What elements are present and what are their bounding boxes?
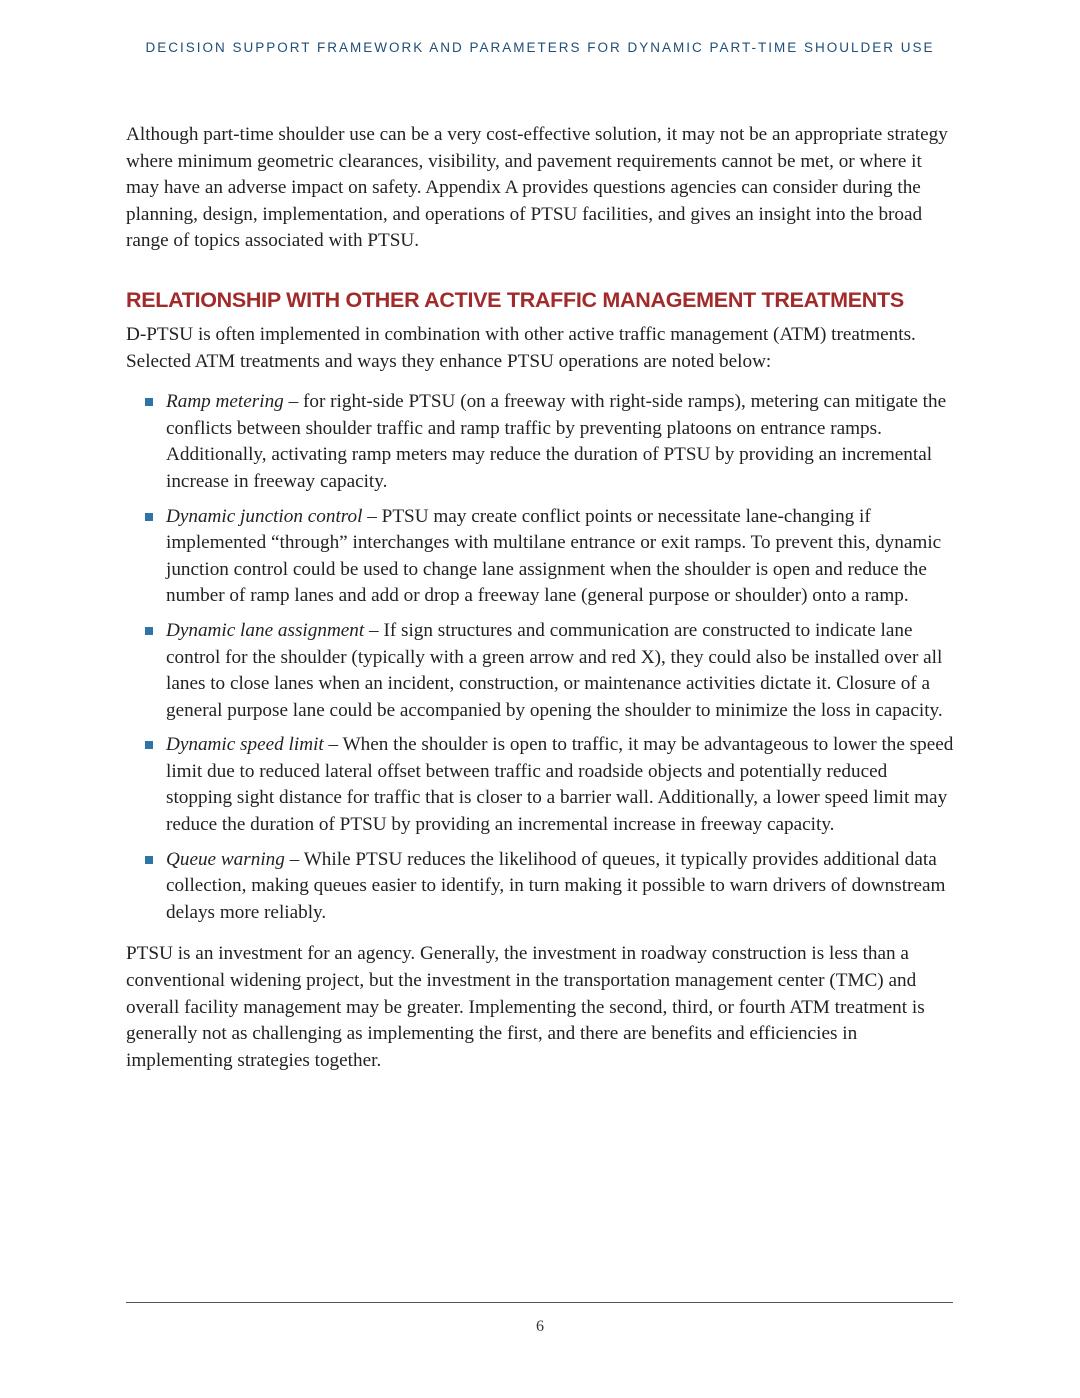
list-item-term: Dynamic junction control [166,505,363,527]
square-bullet-icon [145,513,153,521]
list-item-term: Ramp metering [166,391,284,413]
list-item-text: – While PTSU reduces the likelihood of queues, it typically provides additional data collection, making queues easier to identify, in turn making it possible to warn drivers of downstream delays more reliably. [166,848,946,923]
running-header: DECISION SUPPORT FRAMEWORK AND PARAMETERS FOR DYNAMIC PART-TIME SHOULDER USE [145,40,935,55]
list-item-term: Queue warning [166,848,285,870]
list-item-text: – for right-side PTSU (on a freeway with right-side ramps), metering can mitigate the conflicts between shoulder traffic and ramp traffic by preventing platoons on entrance ramps. Additionally, activating ramp meters may reduce the duration of PTSU by providing an incremental increase in freeway capacity. [166,391,947,492]
list-item-term: Dynamic lane assignment [166,619,365,641]
square-bullet-icon [145,627,153,635]
list-item [166,504,956,610]
square-bullet-icon [145,856,153,864]
section-intro-paragraph: D-PTSU is often implemented in combination with other active traffic management (ATM) treatments. Selected ATM treatments and ways they enhance PTSU operations are noted below: [126,323,916,372]
list-item-text: – PTSU may create conflict points or necessitate lane-changing if implemented “through” interchanges with multilane entrance or exit ramps. To prevent this, dynamic junction control could be used to change lane assignment when the shoulder is open and reduce the number of ramp lanes and add or drop a freeway lane (general purpose or shoulder) onto a ramp. [166,505,942,607]
intro-paragraph: Although part-time shoulder use can be a very cost-effective solution, it may not be an appropriate strategy where minimum geometric clearances, visibility, and pavement requirements cannot be met, or where it may have an adverse impact on safety. Appendix A provides questions agencies can consider during the planning, design, implementation, and operations of PTSU facilities, and gives an insight into the broad range of topics associated with PTSU. [126,124,948,252]
list-item [166,732,956,838]
square-bullet-icon [145,398,153,406]
list-item-text: – If sign structures and communication are constructed to indicate lane control for the shoulder (typically with a green arrow and red X), they could also be installed over all lanes to close lanes when an incident, construction, or maintenance activities dictate it. Closure of a general purpose lane could be accompanied by opening the shoulder to minimize the loss in capacity. [166,619,943,721]
atm-treatment-list [126,389,956,926]
page-number: 6 [536,1318,544,1335]
list-item [166,618,956,724]
page-content [126,122,956,1074]
section-heading: RELATIONSHIP WITH OTHER ACTIVE TRAFFIC MANAGEMENT TREATMENTS [126,287,904,312]
list-item [166,389,956,495]
list-item-text: – When the shoulder is open to traffic, it may be advantageous to lower the speed limit due to reduced lateral offset between traffic and roadside objects and potentially reduced stopping sight distance for traffic that is closer to a barrier wall. Additionally, a lower speed limit may reduce the duration of PTSU by providing an incremental increase in freeway capacity. [166,734,954,836]
closing-paragraph: PTSU is an investment for an agency. Generally, the investment in roadway construction is less than a conventional widening project, but the investment in the transportation management center (TMC) and overall facility management may be greater. Implementing the second, third, or fourth ATM treatment is generally not as challenging as implementing the first, and there are benefits and efficiencies in implementing strategies together. [126,943,925,1071]
square-bullet-icon [145,741,153,749]
footer-divider [126,1302,953,1303]
list-item-term: Dynamic speed limit [166,734,324,756]
list-item [166,847,956,927]
